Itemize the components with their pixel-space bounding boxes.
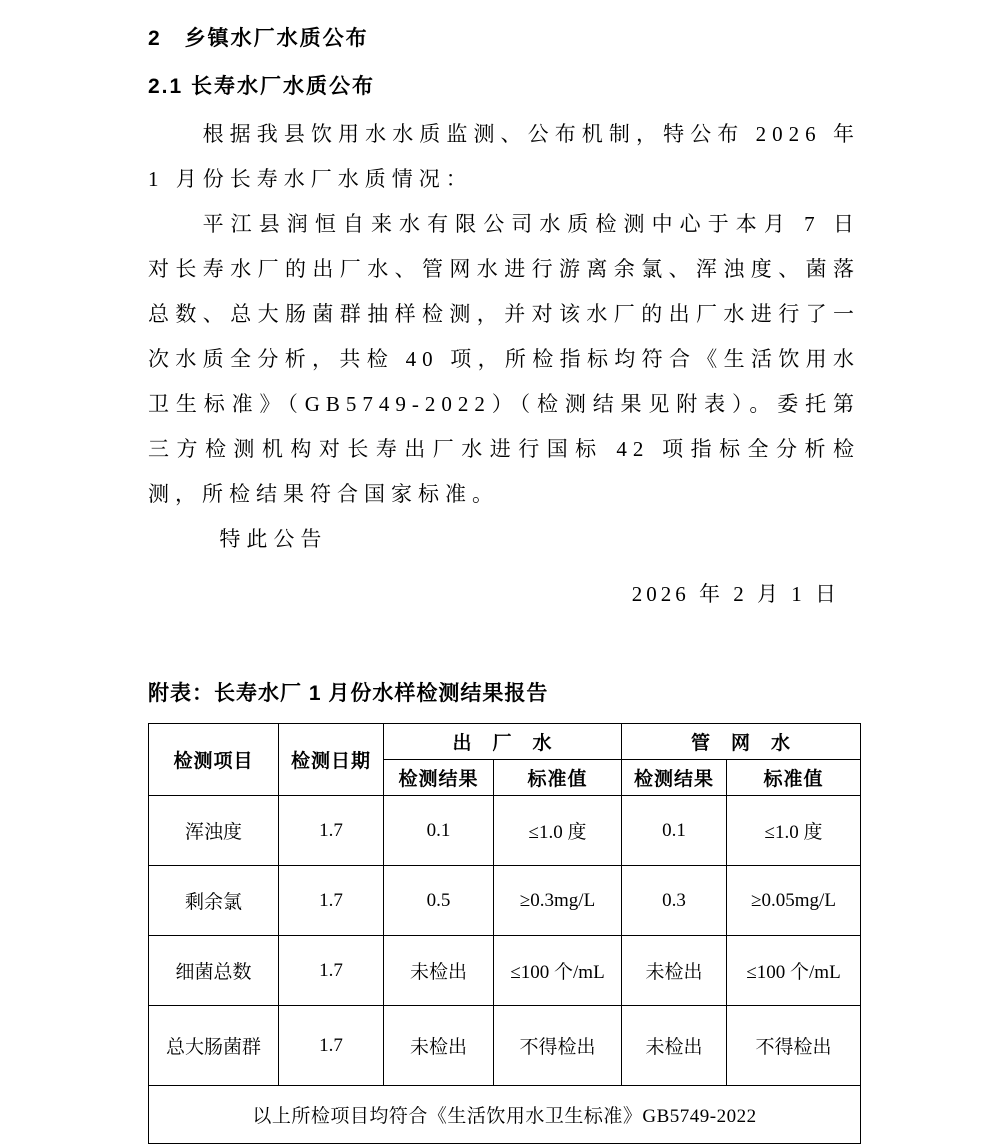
cell-out-result: 未检出 — [384, 1006, 494, 1086]
header-date: 检测日期 — [279, 724, 384, 796]
paragraph-body: 平江县润恒自来水有限公司水质检测中心于本月 7 日对长寿水厂的出厂水、管网水进行游离余氯、浑浊度、菌落总数、总大肠菌群抽样检测，并对该水厂的出厂水进行了一次水质全分析，共检 40 项，所检指标均符合《生活饮用水卫生标准》（GB5749-2022）（检测结果见附表）。委托第三方检测机构对长寿出厂水进行国标 42 项指标全分析检测，所检结果符合国家标准。 — [148, 212, 860, 506]
cell-date: 1.7 — [279, 866, 384, 936]
cell-date: 1.7 — [279, 1006, 384, 1086]
cell-pipe-standard: ≤1.0 度 — [727, 796, 861, 866]
cell-out-standard: 不得检出 — [494, 1006, 622, 1086]
cell-pipe-result: 0.3 — [622, 866, 727, 936]
cell-out-result: 未检出 — [384, 936, 494, 1006]
cell-item: 剩余氯 — [149, 866, 279, 936]
cell-pipe-result: 未检出 — [622, 1006, 727, 1086]
date-line: 2026 年 2 月 1 日 — [631, 582, 840, 606]
paragraph-intro: 根据我县饮用水水质监测、公布机制，特公布 2026 年 1 月份长寿水厂水质情况： — [148, 122, 860, 191]
table-title: 附表：长寿水厂 1 月份水样检测结果报告 — [148, 682, 549, 705]
cell-out-result: 0.5 — [384, 866, 494, 936]
document-content — [148, 0, 860, 1144]
announcement-line: 特此公告 — [219, 527, 328, 551]
cell-pipe-standard: ≥0.05mg/L — [727, 866, 861, 936]
header-outlet-standard: 标准值 — [494, 760, 622, 796]
results-table — [148, 723, 861, 1144]
cell-out-standard: ≤1.0 度 — [494, 796, 622, 866]
cell-date: 1.7 — [279, 796, 384, 866]
cell-out-result: 0.1 — [384, 796, 494, 866]
header-outlet-water: 出 厂 水 — [384, 724, 622, 760]
cell-pipe-result: 0.1 — [622, 796, 727, 866]
table-footer-row — [149, 1086, 861, 1144]
table-row — [149, 936, 861, 1006]
cell-pipe-standard: 不得检出 — [727, 1006, 861, 1086]
table-header-row-1 — [149, 724, 861, 760]
cell-item: 总大肠菌群 — [149, 1006, 279, 1086]
cell-date: 1.7 — [279, 936, 384, 1006]
cell-out-standard: ≤100 个/mL — [494, 936, 622, 1006]
header-pipe-water: 管 网 水 — [622, 724, 861, 760]
cell-pipe-standard: ≤100 个/mL — [727, 936, 861, 1006]
table-row — [149, 796, 861, 866]
header-outlet-result: 检测结果 — [384, 760, 494, 796]
cell-pipe-result: 未检出 — [622, 936, 727, 1006]
header-pipe-result: 检测结果 — [622, 760, 727, 796]
header-pipe-standard: 标准值 — [727, 760, 861, 796]
table-row — [149, 866, 861, 936]
cell-out-standard: ≥0.3mg/L — [494, 866, 622, 936]
table-footer-note: 以上所检项目均符合《生活饮用水卫生标准》GB5749-2022 — [149, 1086, 861, 1144]
heading-section: 2.1 长寿水厂水质公布 — [148, 75, 376, 98]
table-row — [149, 1006, 861, 1086]
cell-item: 细菌总数 — [149, 936, 279, 1006]
heading-chapter: 2 乡镇水厂水质公布 — [148, 27, 369, 50]
cell-item: 浑浊度 — [149, 796, 279, 866]
header-item: 检测项目 — [149, 724, 279, 796]
